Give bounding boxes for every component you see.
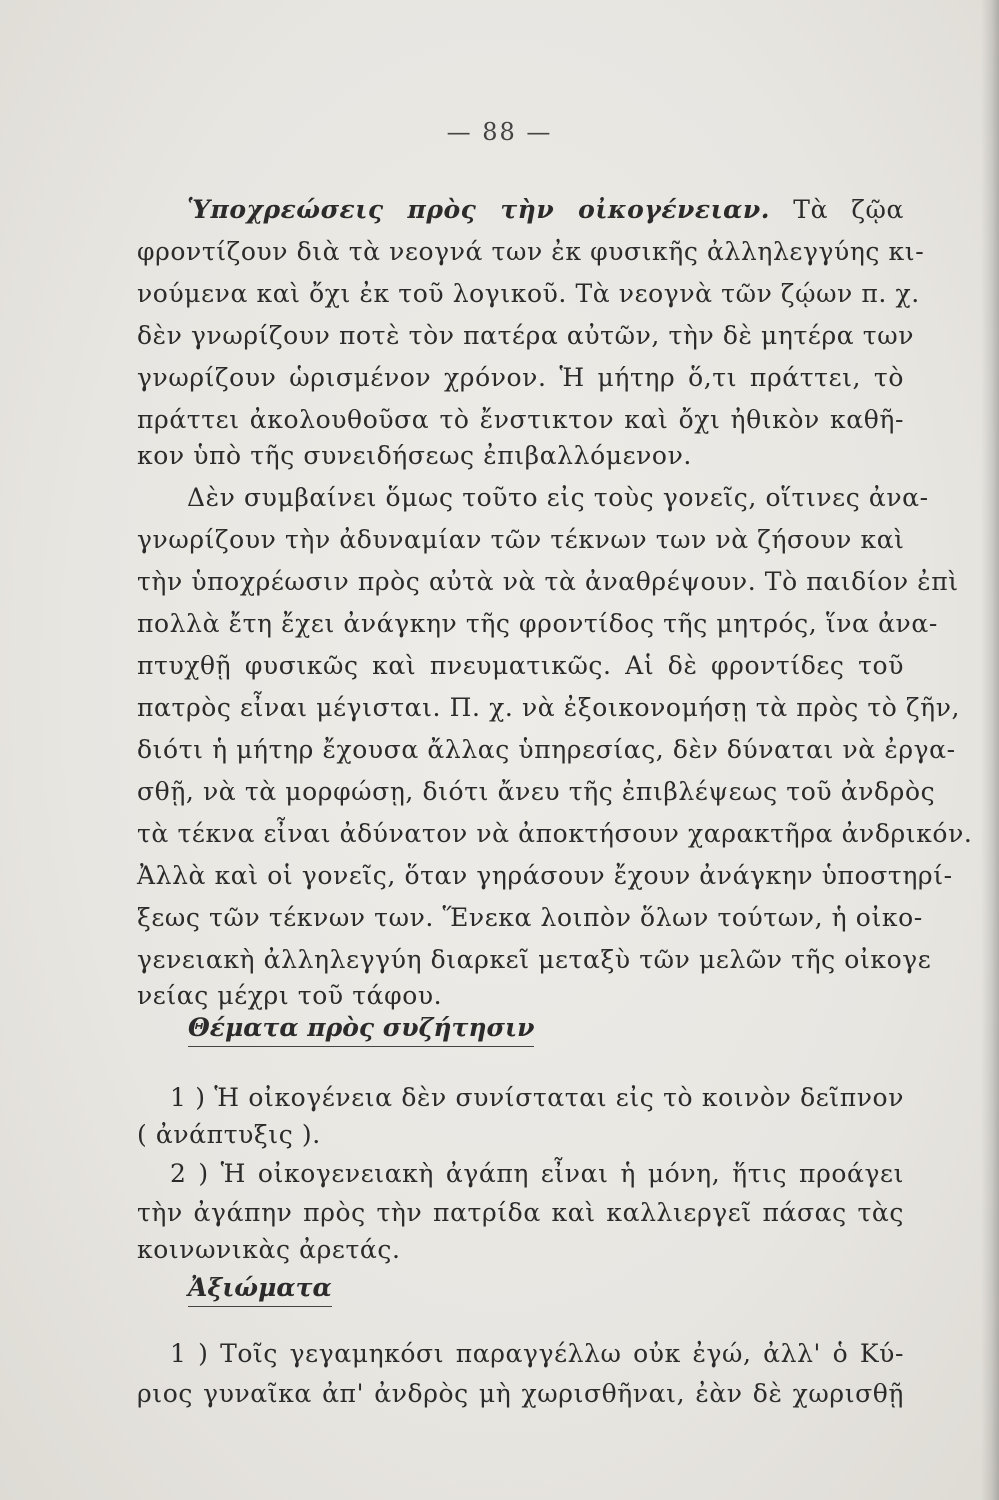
theme-item-2-line-2: τὴν ἀγάπην πρὸς τὴν πατρίδα καὶ καλλιεργεῖ πάσας τὰς (137, 1198, 904, 1227)
para2-line-10: Ἀλλὰ καὶ οἱ γονεῖς, ὅταν γηράσουν ἔχουν ἀνάγκην ὑποστηρί- (137, 861, 953, 890)
page-edge-shadow (981, 0, 999, 1500)
para2-line-11: ξεως τῶν τέκνων των. Ἕνεκα λοιπὸν ὅλων τούτων, ἡ οἰκο- (137, 903, 923, 932)
themes-heading: Θέματα πρὸς συζήτησιν (188, 1010, 534, 1047)
para2-line-3: τὴν ὑποχρέωσιν πρὸς αὐτὰ νὰ τὰ ἀναθρέψουν. Τὸ παιδίον ἐπὶ (137, 567, 959, 596)
para1-line-6: πράττει ἀκολουθοῦσα τὸ ἔνστικτον καὶ ὄχι ἠθικὸν καθῆ- (137, 405, 904, 434)
para1-line-1 (187, 192, 904, 228)
para2-line-6: πατρὸς εἶναι μέγισται. Π. χ. νὰ ἐξοικονομήσῃ τὰ πρὸς τὸ ζῆν, (137, 693, 961, 722)
para2-line-13: νείας μέχρι τοῦ τάφου. (137, 981, 443, 1010)
para1-line-5: γνωρίζουν ὡρισμένον χρόνον. Ἡ μήτηρ ὅ,τι πράττει, τὸ (137, 363, 904, 392)
para2-line-7: διότι ἡ μήτηρ ἔχουσα ἄλλας ὑπηρεσίας, δὲν δύναται νὰ ἐργα- (137, 735, 956, 764)
para2-line-5: πτυχθῇ φυσικῶς καὶ πνευματικῶς. Αἱ δὲ φροντίδες τοῦ (137, 651, 904, 680)
axioms-heading: Ἀξιώματα (188, 1270, 332, 1307)
section-heading-obligations: Ὑποχρεώσεις πρὸς τὴν οἰκογένειαν. (187, 195, 770, 224)
para2-line-8: σθῇ, νὰ τὰ μορφώσῃ, διότι ἄνευ τῆς ἐπιβλέψεως τοῦ ἀνδρὸς (137, 777, 936, 806)
theme-item-1-line-1: 1 ) Ἡ οἰκογένεια δὲν συνίσταται εἰς τὸ κοινὸν δεῖπνον (170, 1083, 904, 1112)
para1-line-4: δὲν γνωρίζουν ποτὲ τὸν πατέρα αὐτῶν, τὴν δὲ μητέρα των (137, 321, 915, 350)
axiom-item-1-line-2: ριος γυναῖκα ἀπ' ἀνδρὸς μὴ χωρισθῆναι, ἐὰν δὲ χωρισθῇ (137, 1379, 904, 1408)
para1-line-1-rest: Τὰ ζῷα (793, 195, 904, 224)
para2-line-12: γενειακὴ ἀλληλεγγύη διαρκεῖ μεταξὺ τῶν μελῶν τῆς οἰκογε (137, 945, 932, 974)
page-number: — 88 — (446, 118, 553, 146)
para1-line-7: κον ὑπὸ τῆς συνειδήσεως ἐπιβαλλόμενον. (137, 441, 692, 470)
para2-line-2: γνωρίζουν τὴν ἀδυναμίαν τῶν τέκνων των νὰ ζήσουν καὶ (137, 525, 905, 554)
para2-line-4: πολλὰ ἔτη ἔχει ἀνάγκην τῆς φροντίδος τῆς μητρός, ἵνα ἀνα- (137, 609, 938, 638)
theme-item-1-line-2: ( ἀνάπτυξις ). (137, 1120, 321, 1149)
axiom-item-1-line-1: 1 ) Τοῖς γεγαμηκόσι παραγγέλλω οὐκ ἐγώ, ἀλλ' ὁ Κύ- (170, 1339, 904, 1368)
para1-line-3: νούμενα καὶ ὄχι ἐκ τοῦ λογικοῦ. Τὰ νεογνὰ τῶν ζῴων π. χ. (137, 279, 920, 308)
para2-line-1: Δὲν συμβαίνει ὅμως τοῦτο εἰς τοὺς γονεῖς, οἵτινες ἀνα- (187, 483, 929, 512)
theme-item-2-line-3: κοινωνικὰς ἀρετάς. (137, 1235, 401, 1264)
para2-line-9: τὰ τέκνα εἶναι ἀδύνατον νὰ ἀποκτήσουν χαρακτῆρα ἀνδρικόν. (137, 819, 973, 848)
theme-item-2-line-1: 2 ) Ἡ οἰκογενειακὴ ἀγάπη εἶναι ἡ μόνη, ἥτις προάγει (170, 1159, 904, 1188)
para1-line-2: φροντίζουν διὰ τὰ νεογνά των ἐκ φυσικῆς ἀλληλεγγύης κι- (137, 237, 925, 266)
